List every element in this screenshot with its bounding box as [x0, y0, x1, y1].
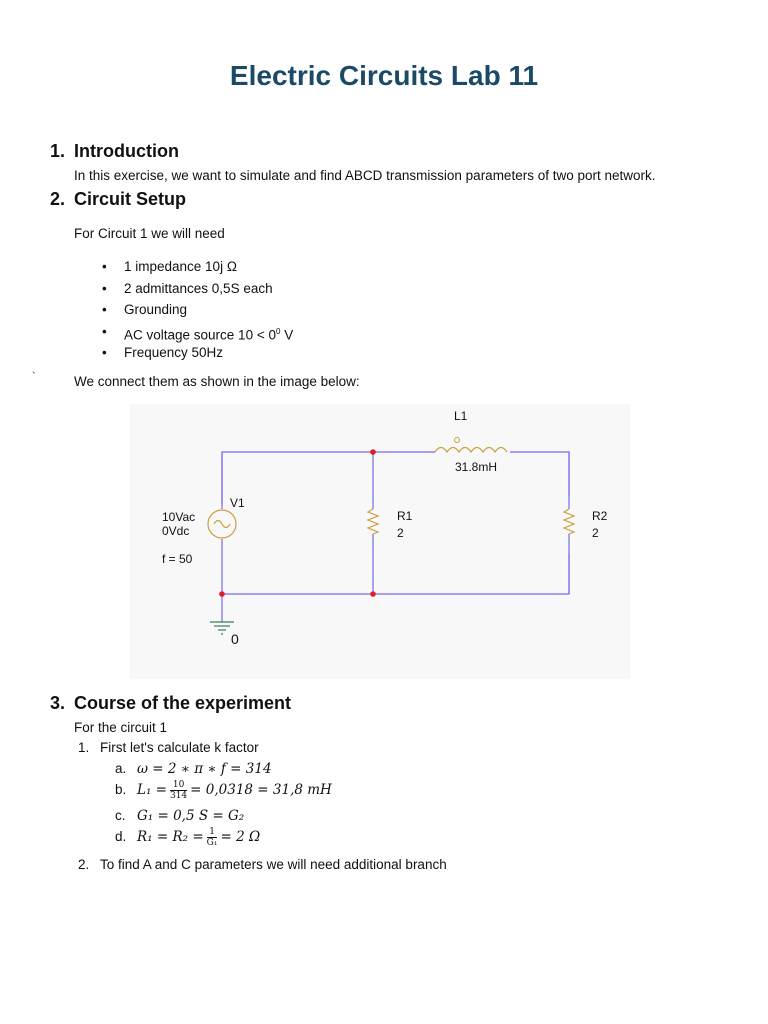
circuit-svg [130, 404, 630, 679]
fraction-denominator: 314 [169, 791, 188, 801]
fraction-denominator: G₁ [206, 838, 218, 848]
equation-rhs: = 2 Ω [220, 829, 261, 845]
resistor-r2 [564, 509, 574, 534]
step-number: 1. [78, 740, 90, 755]
experiment-intro: For the circuit 1 [74, 720, 168, 735]
r1-value: 2 [397, 526, 404, 540]
equation: ω = 2 ∗ π ∗ f = 314 [137, 761, 272, 777]
ground-label: 0 [231, 631, 239, 647]
wire-top-left [222, 452, 435, 504]
wire-top-right [510, 452, 569, 496]
equation-lhs: R₁ = R₂ = [137, 829, 204, 845]
r1-label: R1 [397, 509, 413, 523]
equation-lhs: L₁ = [137, 782, 167, 798]
inductor-value: 31.8mH [455, 460, 498, 474]
fraction-numerator: 1 [207, 827, 218, 838]
node-dot [370, 449, 376, 455]
equation-rhs: = 0,0318 = 31,8 mH [190, 782, 332, 798]
connect-paragraph: We connect them as shown in the image below: [74, 374, 360, 389]
resistor-r1 [368, 509, 378, 534]
source-dc-value: 0Vdc [162, 524, 190, 538]
inductor-dot [455, 438, 460, 443]
step-item [78, 857, 447, 872]
fraction [170, 780, 187, 801]
equation: G₁ = 0,5 S = G₂ [137, 808, 245, 824]
section-title: Introduction [74, 141, 179, 161]
source-sine [214, 521, 230, 528]
section-title: Circuit Setup [74, 189, 187, 209]
list-item: • Grounding [74, 299, 293, 321]
unit-label: V [284, 327, 294, 343]
list-item: • 2 admittances 0,5S each [74, 278, 293, 300]
list-item-text: AC voltage source 10 < 0 [124, 327, 276, 343]
circuit-diagram [130, 404, 630, 679]
stray-mark: ` [32, 371, 36, 383]
substep-letter: c. [115, 808, 126, 823]
fraction-numerator: 10 [170, 780, 187, 791]
list-item: • Frequency 50Hz [74, 342, 293, 364]
section-title: Course of the experiment [74, 693, 292, 713]
degree-superscript: 0 [275, 326, 281, 336]
source-ac-value: 10Vac [162, 510, 196, 524]
fraction [207, 827, 218, 848]
node-dot [370, 591, 376, 597]
substep-letter: b. [115, 782, 127, 797]
r2-label: R2 [592, 509, 608, 523]
section-heading-introduction [50, 141, 179, 162]
substep-item [115, 808, 244, 824]
section-number: 3. [50, 693, 66, 713]
section-heading-experiment [50, 693, 291, 714]
step-number: 2. [78, 857, 90, 872]
section-number: 2. [50, 189, 66, 209]
step-text: To find A and C parameters we will need additional branch [100, 857, 447, 872]
source-frequency: f = 50 [162, 552, 193, 566]
page-title: Electric Circuits Lab 11 [229, 60, 539, 91]
inductor-label: L1 [454, 409, 468, 423]
section-heading-circuit-setup [50, 189, 186, 210]
intro-paragraph: In this exercise, we want to simulate and find ABCD transmission parameters of two port network. [74, 168, 656, 183]
source-label: V1 [230, 496, 245, 510]
inductor-coil [435, 448, 507, 453]
wire-bottom [222, 554, 569, 594]
substep-item [115, 780, 332, 801]
step-item [78, 740, 259, 755]
setup-paragraph: For Circuit 1 we will need [74, 226, 225, 241]
component-list [74, 256, 293, 364]
node-dot [219, 591, 225, 597]
substep-letter: d. [115, 829, 127, 844]
section-number: 1. [50, 141, 66, 161]
substep-item [115, 827, 260, 848]
list-item: • 1 impedance 10j Ω [74, 256, 293, 278]
r2-value: 2 [592, 526, 599, 540]
step-text: First let's calculate k factor [100, 740, 259, 755]
substep-item [115, 761, 272, 777]
list-item [74, 321, 293, 343]
substep-letter: a. [115, 761, 127, 776]
